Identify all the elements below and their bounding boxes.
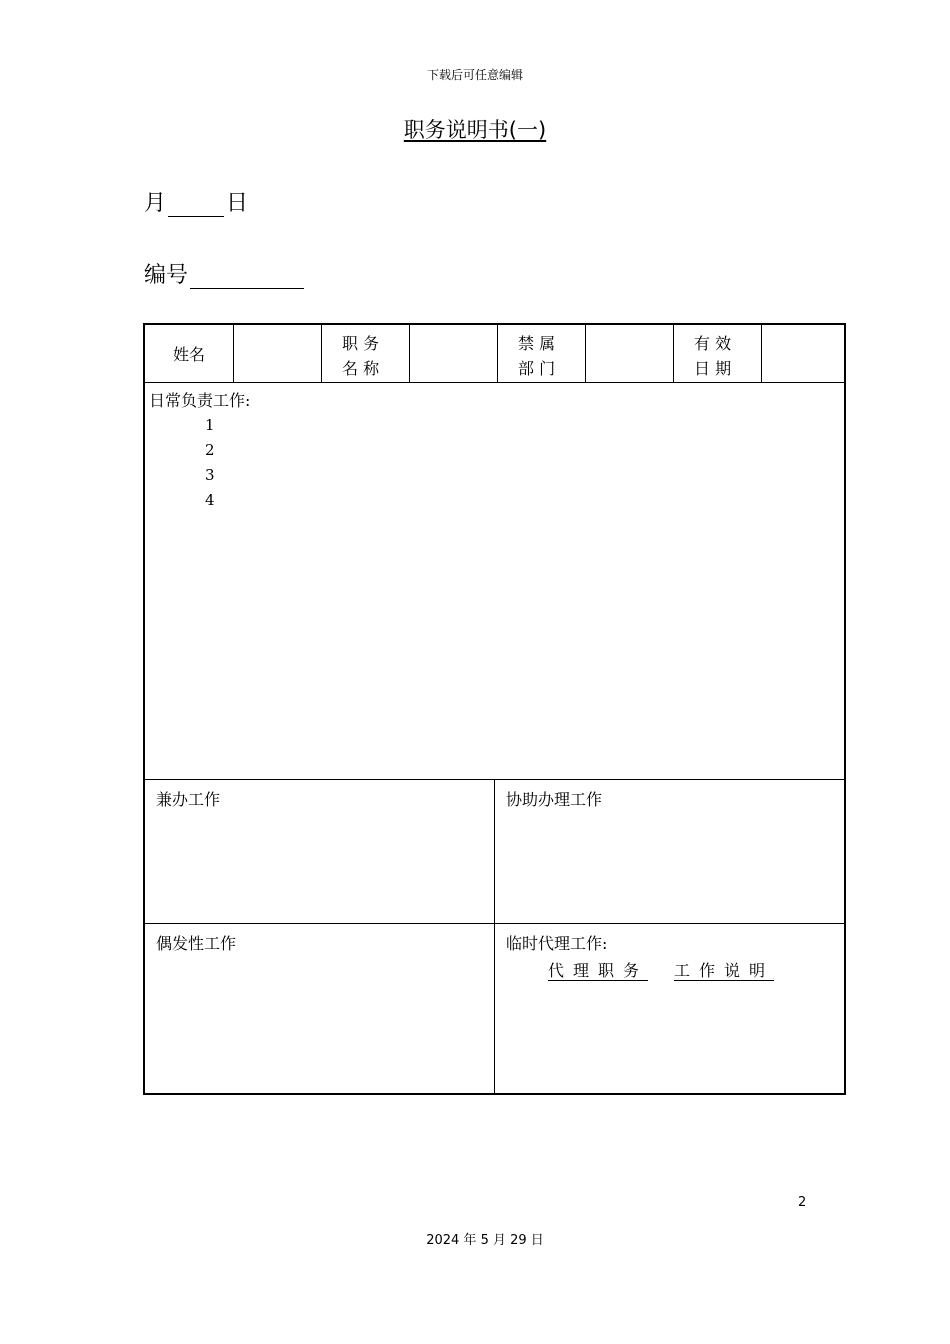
acting-work-cell[interactable] <box>495 923 844 1093</box>
position-label-cell <box>322 325 410 382</box>
work-description-heading: 工作说明 <box>674 961 775 980</box>
occasional-work-label: 偶发性工作 <box>156 934 237 953</box>
valid-date-value-cell[interactable] <box>762 325 844 382</box>
title-text: 职务说明书(一) <box>403 118 547 142</box>
bottom-row <box>145 923 844 1093</box>
duty-item-number: 4 <box>205 491 215 509</box>
dept-label-line2: 部 门 <box>518 359 556 378</box>
duty-item-number: 1 <box>205 416 215 434</box>
page-number: 2 <box>798 1195 807 1210</box>
concurrent-work-cell[interactable] <box>145 779 495 923</box>
document-title <box>0 114 950 144</box>
position-label-line2: 名 称 <box>342 359 380 378</box>
position-label-line1: 职 务 <box>342 334 380 353</box>
code-line <box>144 258 306 289</box>
date-line <box>144 186 248 217</box>
assist-work-label: 协助办理工作 <box>506 790 603 809</box>
position-value-cell[interactable] <box>410 325 498 382</box>
job-description-form <box>143 323 846 1095</box>
code-blank[interactable] <box>190 266 304 289</box>
assist-work-cell[interactable] <box>495 779 844 923</box>
daily-duties-section[interactable] <box>145 382 844 780</box>
valid-date-label-line1: 有 效 <box>694 334 732 353</box>
name-label: 姓名 <box>172 345 205 364</box>
dept-label-cell <box>498 325 586 382</box>
dept-label-line1: 禁 属 <box>518 334 556 353</box>
concurrent-work-label: 兼办工作 <box>156 790 221 809</box>
duty-item-number: 3 <box>205 466 215 484</box>
name-label-cell <box>145 325 234 382</box>
occasional-work-cell[interactable] <box>145 923 495 1093</box>
middle-row <box>145 779 844 924</box>
code-label: 编号 <box>144 263 189 288</box>
month-label: 月 <box>144 191 167 216</box>
acting-position-heading: 代理职务 <box>548 961 649 980</box>
header-note: 下载后可任意编辑 <box>426 68 523 82</box>
name-value-cell[interactable] <box>234 325 322 382</box>
footer-date: 2024 年 5 月 29 日 <box>426 1233 544 1248</box>
form-header-row <box>145 325 844 383</box>
day-label: 日 <box>226 191 249 216</box>
duty-item-number: 2 <box>205 441 215 459</box>
acting-work-label: 临时代理工作: <box>506 934 608 953</box>
valid-date-label-cell <box>674 325 762 382</box>
daily-duties-label: 日常负责工作: <box>149 391 251 410</box>
valid-date-label-line2: 日 期 <box>694 359 732 378</box>
dept-value-cell[interactable] <box>586 325 674 382</box>
day-blank[interactable] <box>168 194 224 217</box>
